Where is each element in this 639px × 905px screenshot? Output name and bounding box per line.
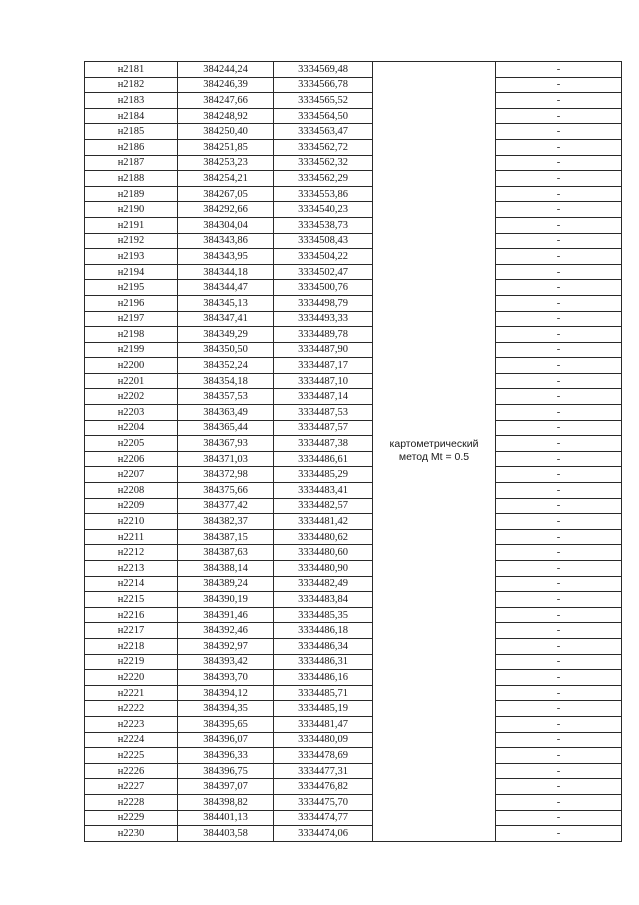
x-coordinate-cell: 384375,66 (178, 483, 274, 499)
x-coordinate-cell: 384253,23 (178, 155, 274, 171)
table-row (85, 171, 622, 187)
description-cell: - (496, 327, 622, 343)
y-coordinate-cell: 3334481,42 (274, 514, 373, 530)
point-number-cell: н2201 (85, 373, 178, 389)
x-coordinate-cell: 384244,24 (178, 62, 274, 78)
x-coordinate-cell: 384254,21 (178, 171, 274, 187)
point-number-cell: н2190 (85, 202, 178, 218)
table-row (85, 233, 622, 249)
description-cell: - (496, 638, 622, 654)
y-coordinate-cell: 3334480,60 (274, 545, 373, 561)
y-coordinate-cell: 3334475,70 (274, 794, 373, 810)
x-coordinate-cell: 384387,15 (178, 529, 274, 545)
y-coordinate-cell: 3334480,09 (274, 732, 373, 748)
x-coordinate-cell: 384394,12 (178, 685, 274, 701)
table-row (85, 420, 622, 436)
y-coordinate-cell: 3334480,62 (274, 529, 373, 545)
x-coordinate-cell: 384397,07 (178, 779, 274, 795)
x-coordinate-cell: 384394,35 (178, 701, 274, 717)
y-coordinate-cell: 3334482,57 (274, 498, 373, 514)
description-cell: - (496, 623, 622, 639)
table-row (85, 794, 622, 810)
y-coordinate-cell: 3334504,22 (274, 249, 373, 265)
y-coordinate-cell: 3334486,16 (274, 670, 373, 686)
table-row (85, 561, 622, 577)
description-cell: - (496, 77, 622, 93)
x-coordinate-cell: 384344,18 (178, 264, 274, 280)
y-coordinate-cell: 3334487,90 (274, 342, 373, 358)
x-coordinate-cell: 384391,46 (178, 607, 274, 623)
y-coordinate-cell: 3334486,34 (274, 638, 373, 654)
y-coordinate-cell: 3334563,47 (274, 124, 373, 140)
y-coordinate-cell: 3334565,52 (274, 93, 373, 109)
description-cell: - (496, 529, 622, 545)
table-row (85, 373, 622, 389)
y-coordinate-cell: 3334562,72 (274, 139, 373, 155)
description-cell: - (496, 451, 622, 467)
table-row (85, 264, 622, 280)
table-row (85, 295, 622, 311)
x-coordinate-cell: 384251,85 (178, 139, 274, 155)
x-coordinate-cell: 384396,33 (178, 748, 274, 764)
x-coordinate-cell: 384392,46 (178, 623, 274, 639)
y-coordinate-cell: 3334487,14 (274, 389, 373, 405)
x-coordinate-cell: 384388,14 (178, 561, 274, 577)
table-row (85, 77, 622, 93)
table-row (85, 748, 622, 764)
description-cell: - (496, 545, 622, 561)
y-coordinate-cell: 3334569,48 (274, 62, 373, 78)
x-coordinate-cell: 384347,41 (178, 311, 274, 327)
table-row (85, 701, 622, 717)
description-cell: - (496, 654, 622, 670)
point-number-cell: н2205 (85, 436, 178, 452)
table-row (85, 592, 622, 608)
point-number-cell: н2214 (85, 576, 178, 592)
y-coordinate-cell: 3334477,31 (274, 763, 373, 779)
y-coordinate-cell: 3334487,38 (274, 436, 373, 452)
point-number-cell: н2183 (85, 93, 178, 109)
point-number-cell: н2197 (85, 311, 178, 327)
table-row (85, 249, 622, 265)
x-coordinate-cell: 384392,97 (178, 638, 274, 654)
point-number-cell: н2198 (85, 327, 178, 343)
coordinates-table (84, 61, 622, 842)
point-number-cell: н2192 (85, 233, 178, 249)
x-coordinate-cell: 384393,70 (178, 670, 274, 686)
x-coordinate-cell: 384344,47 (178, 280, 274, 296)
point-number-cell: н2209 (85, 498, 178, 514)
description-cell: - (496, 295, 622, 311)
y-coordinate-cell: 3334489,78 (274, 327, 373, 343)
description-cell: - (496, 280, 622, 296)
table-row (85, 545, 622, 561)
x-coordinate-cell: 384390,19 (178, 592, 274, 608)
description-cell: - (496, 420, 622, 436)
x-coordinate-cell: 384357,53 (178, 389, 274, 405)
method-line-1: картометрический (389, 438, 479, 451)
description-cell: - (496, 748, 622, 764)
x-coordinate-cell: 384363,49 (178, 405, 274, 421)
x-coordinate-cell: 384246,39 (178, 77, 274, 93)
y-coordinate-cell: 3334487,17 (274, 358, 373, 374)
description-cell: - (496, 405, 622, 421)
description-cell: - (496, 779, 622, 795)
table-row (85, 280, 622, 296)
point-number-cell: н2226 (85, 763, 178, 779)
y-coordinate-cell: 3334476,82 (274, 779, 373, 795)
point-number-cell: н2189 (85, 186, 178, 202)
y-coordinate-cell: 3334485,19 (274, 701, 373, 717)
description-cell: - (496, 139, 622, 155)
description-cell: - (496, 373, 622, 389)
y-coordinate-cell: 3334481,47 (274, 716, 373, 732)
description-cell: - (496, 607, 622, 623)
table-row (85, 826, 622, 842)
description-cell: - (496, 716, 622, 732)
point-number-cell: н2199 (85, 342, 178, 358)
table-row (85, 654, 622, 670)
point-number-cell: н2220 (85, 670, 178, 686)
x-coordinate-cell: 384343,95 (178, 249, 274, 265)
y-coordinate-cell: 3334493,33 (274, 311, 373, 327)
point-number-cell: н2195 (85, 280, 178, 296)
x-coordinate-cell: 384267,05 (178, 186, 274, 202)
y-coordinate-cell: 3334485,29 (274, 467, 373, 483)
x-coordinate-cell: 384304,04 (178, 217, 274, 233)
description-cell: - (496, 561, 622, 577)
description-cell: - (496, 155, 622, 171)
table-row (85, 436, 622, 452)
x-coordinate-cell: 384352,24 (178, 358, 274, 374)
y-coordinate-cell: 3334478,69 (274, 748, 373, 764)
point-number-cell: н2225 (85, 748, 178, 764)
table-row (85, 108, 622, 124)
table-row (85, 483, 622, 499)
description-cell: - (496, 794, 622, 810)
point-number-cell: н2216 (85, 607, 178, 623)
point-number-cell: н2219 (85, 654, 178, 670)
table-row (85, 155, 622, 171)
method-cell (373, 62, 496, 842)
x-coordinate-cell: 384247,66 (178, 93, 274, 109)
description-cell: - (496, 701, 622, 717)
x-coordinate-cell: 384382,37 (178, 514, 274, 530)
table-row (85, 529, 622, 545)
point-number-cell: н2203 (85, 405, 178, 421)
table-row (85, 732, 622, 748)
table-row (85, 358, 622, 374)
point-number-cell: н2212 (85, 545, 178, 561)
description-cell: - (496, 389, 622, 405)
x-coordinate-cell: 384393,42 (178, 654, 274, 670)
x-coordinate-cell: 384349,29 (178, 327, 274, 343)
x-coordinate-cell: 384248,92 (178, 108, 274, 124)
description-cell: - (496, 498, 622, 514)
y-coordinate-cell: 3334502,47 (274, 264, 373, 280)
description-cell: - (496, 810, 622, 826)
description-cell: - (496, 576, 622, 592)
description-cell: - (496, 732, 622, 748)
description-cell: - (496, 670, 622, 686)
description-cell: - (496, 763, 622, 779)
y-coordinate-cell: 3334562,29 (274, 171, 373, 187)
point-number-cell: н2210 (85, 514, 178, 530)
point-number-cell: н2202 (85, 389, 178, 405)
point-number-cell: н2184 (85, 108, 178, 124)
table-row (85, 62, 622, 78)
description-cell: - (496, 186, 622, 202)
y-coordinate-cell: 3334564,50 (274, 108, 373, 124)
description-cell: - (496, 264, 622, 280)
table-row (85, 623, 622, 639)
point-number-cell: н2224 (85, 732, 178, 748)
description-cell: - (496, 826, 622, 842)
point-number-cell: н2204 (85, 420, 178, 436)
description-cell: - (496, 233, 622, 249)
table-row (85, 327, 622, 343)
table-row (85, 514, 622, 530)
table-row (85, 93, 622, 109)
y-coordinate-cell: 3334553,86 (274, 186, 373, 202)
point-number-cell: н2200 (85, 358, 178, 374)
method-line-2: метод Mt = 0.5 (398, 451, 470, 464)
y-coordinate-cell: 3334538,73 (274, 217, 373, 233)
y-coordinate-cell: 3334485,71 (274, 685, 373, 701)
table-row (85, 685, 622, 701)
x-coordinate-cell: 384372,98 (178, 467, 274, 483)
description-cell: - (496, 124, 622, 140)
point-number-cell: н2206 (85, 451, 178, 467)
description-cell: - (496, 108, 622, 124)
y-coordinate-cell: 3334566,78 (274, 77, 373, 93)
y-coordinate-cell: 3334474,77 (274, 810, 373, 826)
y-coordinate-cell: 3334480,90 (274, 561, 373, 577)
x-coordinate-cell: 384387,63 (178, 545, 274, 561)
x-coordinate-cell: 384250,40 (178, 124, 274, 140)
table-row (85, 389, 622, 405)
x-coordinate-cell: 384292,66 (178, 202, 274, 218)
description-cell: - (496, 436, 622, 452)
point-number-cell: н2227 (85, 779, 178, 795)
table-row (85, 779, 622, 795)
table-row (85, 638, 622, 654)
point-number-cell: н2208 (85, 483, 178, 499)
table-row (85, 607, 622, 623)
point-number-cell: н2215 (85, 592, 178, 608)
point-number-cell: н2222 (85, 701, 178, 717)
y-coordinate-cell: 3334482,49 (274, 576, 373, 592)
point-number-cell: н2187 (85, 155, 178, 171)
x-coordinate-cell: 384396,07 (178, 732, 274, 748)
y-coordinate-cell: 3334486,31 (274, 654, 373, 670)
point-number-cell: н2217 (85, 623, 178, 639)
description-cell: - (496, 62, 622, 78)
point-number-cell: н2196 (85, 295, 178, 311)
point-number-cell: н2182 (85, 77, 178, 93)
table-row (85, 670, 622, 686)
point-number-cell: н2218 (85, 638, 178, 654)
description-cell: - (496, 467, 622, 483)
point-number-cell: н2221 (85, 685, 178, 701)
y-coordinate-cell: 3334487,53 (274, 405, 373, 421)
table-row (85, 202, 622, 218)
table-row (85, 311, 622, 327)
description-cell: - (496, 483, 622, 499)
table-row (85, 498, 622, 514)
x-coordinate-cell: 384365,44 (178, 420, 274, 436)
y-coordinate-cell: 3334486,18 (274, 623, 373, 639)
y-coordinate-cell: 3334500,76 (274, 280, 373, 296)
x-coordinate-cell: 384354,18 (178, 373, 274, 389)
point-number-cell: н2230 (85, 826, 178, 842)
point-number-cell: н2188 (85, 171, 178, 187)
point-number-cell: н2193 (85, 249, 178, 265)
x-coordinate-cell: 384343,86 (178, 233, 274, 249)
y-coordinate-cell: 3334540,23 (274, 202, 373, 218)
y-coordinate-cell: 3334483,41 (274, 483, 373, 499)
x-coordinate-cell: 384389,24 (178, 576, 274, 592)
point-number-cell: н2207 (85, 467, 178, 483)
table-row (85, 217, 622, 233)
table-row (85, 342, 622, 358)
y-coordinate-cell: 3334487,10 (274, 373, 373, 389)
description-cell: - (496, 171, 622, 187)
x-coordinate-cell: 384350,50 (178, 342, 274, 358)
table-row (85, 405, 622, 421)
table-row (85, 763, 622, 779)
x-coordinate-cell: 384377,42 (178, 498, 274, 514)
x-coordinate-cell: 384396,75 (178, 763, 274, 779)
table-row (85, 467, 622, 483)
y-coordinate-cell: 3334508,43 (274, 233, 373, 249)
point-number-cell: н2194 (85, 264, 178, 280)
description-cell: - (496, 514, 622, 530)
description-cell: - (496, 592, 622, 608)
point-number-cell: н2223 (85, 716, 178, 732)
description-cell: - (496, 217, 622, 233)
table-row (85, 186, 622, 202)
y-coordinate-cell: 3334485,35 (274, 607, 373, 623)
x-coordinate-cell: 384345,13 (178, 295, 274, 311)
table-row (85, 716, 622, 732)
y-coordinate-cell: 3334474,06 (274, 826, 373, 842)
y-coordinate-cell: 3334483,84 (274, 592, 373, 608)
point-number-cell: н2186 (85, 139, 178, 155)
x-coordinate-cell: 384395,65 (178, 716, 274, 732)
y-coordinate-cell: 3334562,32 (274, 155, 373, 171)
table-row (85, 810, 622, 826)
y-coordinate-cell: 3334486,61 (274, 451, 373, 467)
point-number-cell: н2228 (85, 794, 178, 810)
point-number-cell: н2185 (85, 124, 178, 140)
description-cell: - (496, 358, 622, 374)
x-coordinate-cell: 384371,03 (178, 451, 274, 467)
point-number-cell: н2211 (85, 529, 178, 545)
description-cell: - (496, 93, 622, 109)
table-row (85, 451, 622, 467)
description-cell: - (496, 249, 622, 265)
table-row (85, 576, 622, 592)
point-number-cell: н2181 (85, 62, 178, 78)
x-coordinate-cell: 384367,93 (178, 436, 274, 452)
point-number-cell: н2229 (85, 810, 178, 826)
description-cell: - (496, 311, 622, 327)
description-cell: - (496, 202, 622, 218)
x-coordinate-cell: 384403,58 (178, 826, 274, 842)
y-coordinate-cell: 3334487,57 (274, 420, 373, 436)
x-coordinate-cell: 384401,13 (178, 810, 274, 826)
point-number-cell: н2213 (85, 561, 178, 577)
point-number-cell: н2191 (85, 217, 178, 233)
coordinates-table-body (85, 62, 622, 842)
table-row (85, 124, 622, 140)
y-coordinate-cell: 3334498,79 (274, 295, 373, 311)
table-row (85, 139, 622, 155)
description-cell: - (496, 342, 622, 358)
description-cell: - (496, 685, 622, 701)
x-coordinate-cell: 384398,82 (178, 794, 274, 810)
